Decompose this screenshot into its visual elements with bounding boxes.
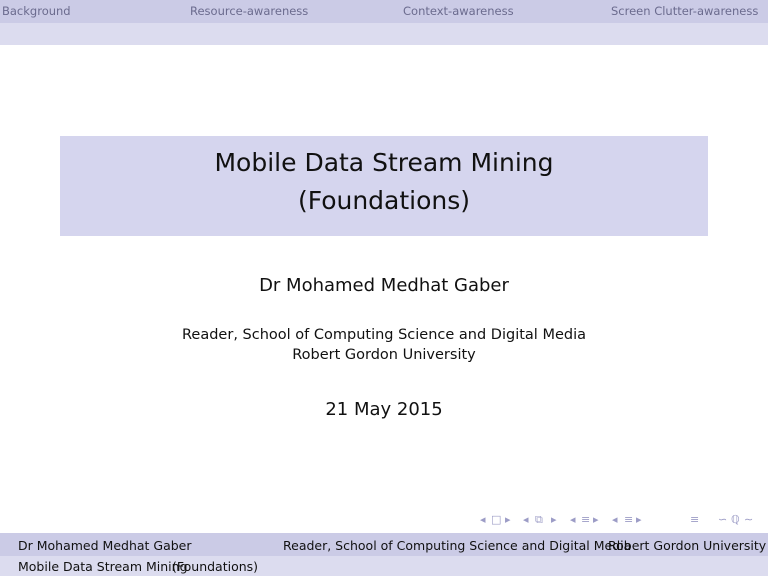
footer-short-subtitle: (Foundations) (172, 559, 259, 574)
subsection-bar (0, 23, 768, 45)
footer-short-title: Mobile Data Stream Mining (18, 559, 188, 574)
nav-section-screen-clutter-awareness[interactable]: Screen Clutter-awareness (611, 4, 759, 18)
footer-bar-lower (0, 556, 768, 576)
part-forward-arrow-icon[interactable]: ▸ (636, 513, 642, 526)
document-icon[interactable]: ≡ (690, 513, 700, 526)
back-search-icon[interactable]: ∽ (718, 513, 728, 526)
slide-subtitle: (Foundations) (297, 186, 471, 215)
title-box (60, 136, 708, 236)
section-back-arrow-icon[interactable]: ◂ (570, 513, 576, 526)
frame-forward-arrow-icon[interactable]: ▸ (505, 513, 511, 526)
nav-section-background[interactable]: Background (2, 4, 71, 18)
section-forward-arrow-icon[interactable]: ▸ (593, 513, 599, 526)
presentation-date: 21 May 2015 (325, 399, 443, 420)
section-navigation-bar (0, 0, 768, 23)
beamer-navigation-symbols (478, 513, 763, 529)
section-icon[interactable]: ≡ (581, 513, 591, 526)
frame-back-arrow-icon[interactable]: ◂ (480, 513, 486, 526)
institute-line-2: Robert Gordon University (292, 347, 476, 363)
footer-author: Dr Mohamed Medhat Gaber (18, 538, 192, 553)
nav-section-resource-awareness[interactable]: Resource-awareness (190, 4, 309, 18)
zoom-icon[interactable]: ℚ (731, 513, 740, 526)
find-icon[interactable]: ∼ (744, 513, 754, 526)
footer-institute: Reader, School of Computing Science and Digital Media (283, 538, 632, 553)
slide-title: Mobile Data Stream Mining (214, 148, 554, 177)
subsection-back-arrow-icon[interactable]: ◂ (523, 513, 529, 526)
subsection-forward-arrow-icon[interactable]: ▸ (551, 513, 557, 526)
frame-icon[interactable]: □ (491, 513, 502, 526)
institute-line-1: Reader, School of Computing Science and Digital Media (182, 327, 586, 343)
author-name: Dr Mohamed Medhat Gaber (259, 275, 509, 296)
footer-bar-upper (0, 533, 768, 556)
part-back-arrow-icon[interactable]: ◂ (612, 513, 618, 526)
nav-section-context-awareness[interactable]: Context-awareness (403, 4, 514, 18)
part-icon[interactable]: ≡ (624, 513, 634, 526)
subsection-icon[interactable]: ⧉ (535, 513, 543, 526)
footer-university: Robert Gordon University (608, 538, 767, 553)
